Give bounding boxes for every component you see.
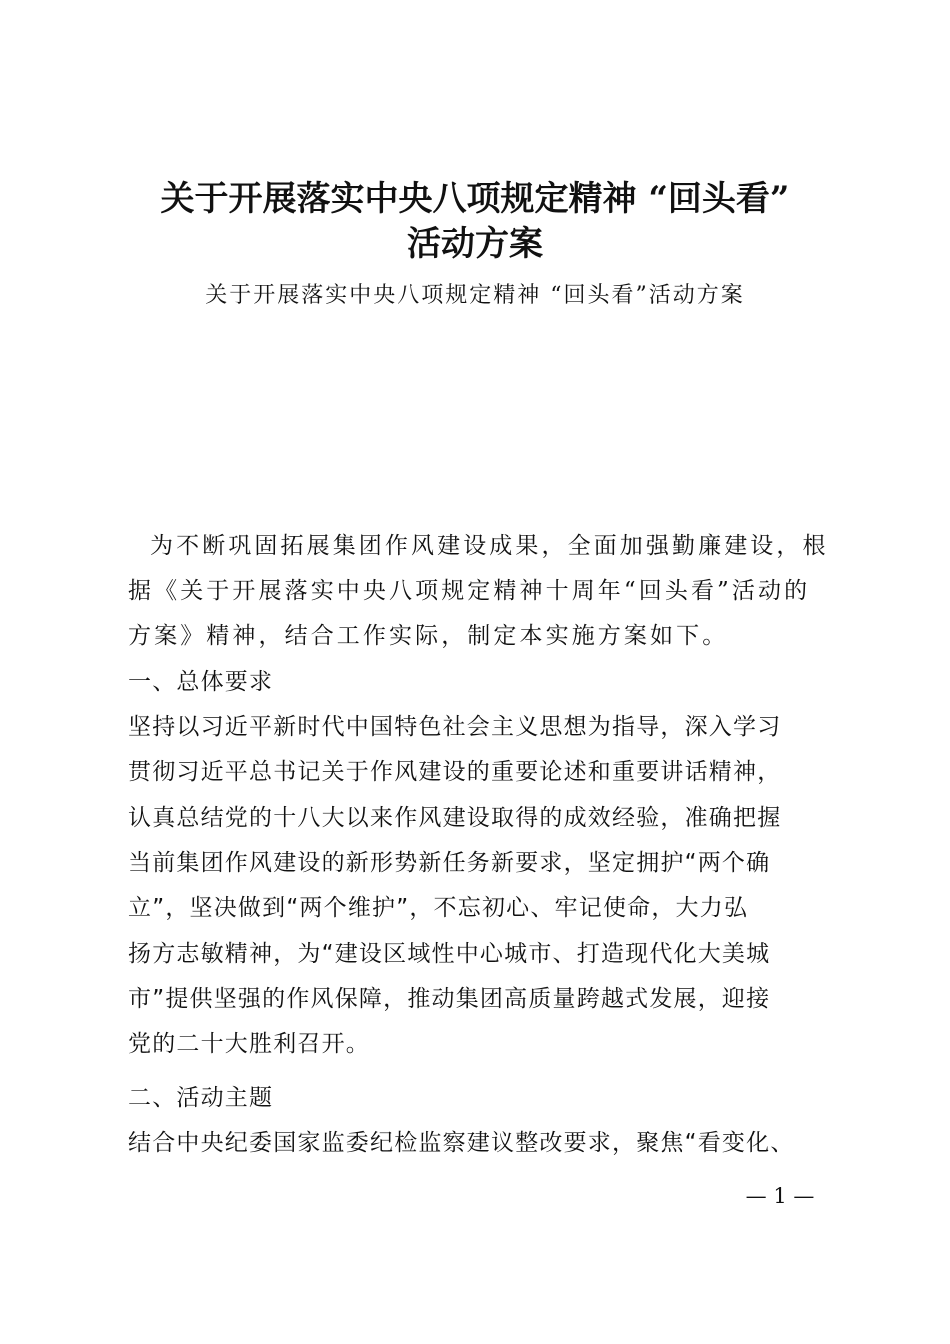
section-2-line: 结合中央纪委国家监委纪检监察建议整改要求，聚焦“看变化、 [128, 1130, 795, 1156]
section-1-line: 扬方志敏精神，为“建设区域性中心城市、打造现代化大美城 [128, 941, 771, 967]
page-number: — 1 — [745, 1184, 815, 1208]
section-heading: 一、总体要求 [128, 669, 274, 695]
section-1-line: 贯彻习近平总书记关于作风建设的重要论述和重要讲话精神， [128, 759, 782, 785]
section-1-line: 坚持以习近平新时代中国特色社会主义思想为指导，深入学习 [128, 714, 782, 740]
intro-line: 据《关于开展落实中央八项规定精神十周年“回头看”活动的 [128, 578, 811, 604]
section-1-line: 党的二十大胜利召开。 [128, 1031, 370, 1057]
section-heading: 二、活动主题 [128, 1085, 274, 1111]
intro-line: 方案》精神，结合工作实际，制定本实施方案如下。 [128, 623, 729, 649]
document-title-line-2: 活动方案 [407, 224, 543, 264]
intro-line: 为不断巩固拓展集团作风建设成果，全面加强勤廉建设，根 [150, 533, 829, 559]
section-1-line: 认真总结党的十八大以来作风建设取得的成效经验，准确把握 [128, 805, 782, 831]
section-1-line: 立”，坚决做到“两个维护”，不忘初心、牢记使命，大力弘 [128, 895, 749, 921]
section-1-line: 当前集团作风建设的新形势新任务新要求，坚定拥护“两个确 [128, 850, 771, 876]
document-title-line-1: 关于开展落实中央八项规定精神 “回头看” [160, 179, 790, 219]
section-1-line: 市”提供坚强的作风保障，推动集团高质量跨越式发展，迎接 [128, 986, 771, 1012]
document-subtitle: 关于开展落实中央八项规定精神 “回头看”活动方案 [205, 283, 745, 308]
